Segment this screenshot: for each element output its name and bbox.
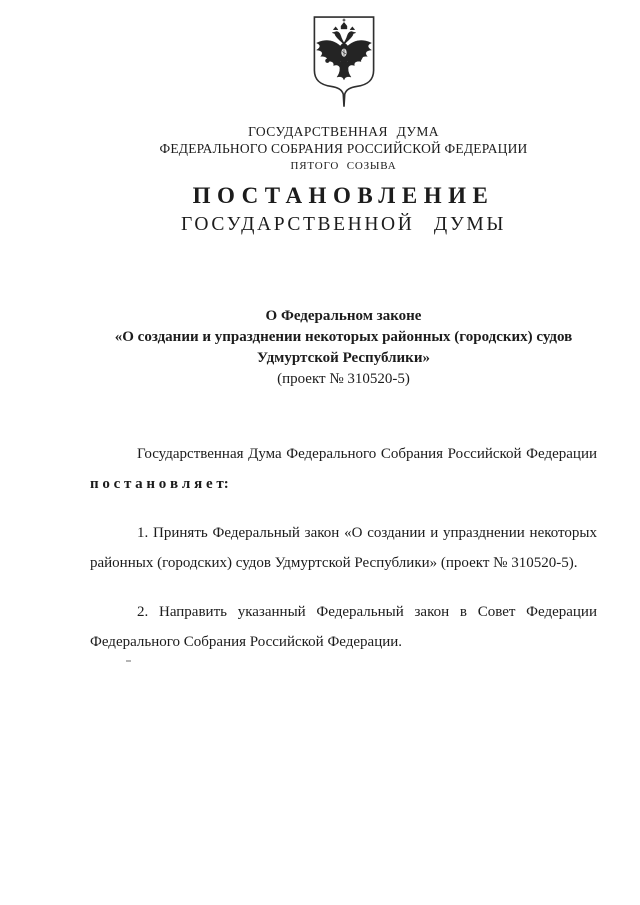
- header-org-fullname: ФЕДЕРАЛЬНОГО СОБРАНИЯ РОССИЙСКОЙ ФЕДЕРАЦИИ: [159, 141, 528, 156]
- document-type-subtitle: ГОСУДАРСТВЕННОЙ ДУМЫ: [181, 214, 506, 235]
- header-org-name: ГОСУДАРСТВЕННАЯ ДУМА: [248, 124, 439, 139]
- bill-project-number: (проект № 310520-5): [277, 371, 410, 387]
- scan-artifact: [126, 660, 131, 662]
- decree-word: п о с т а н о в л я е т:: [90, 476, 229, 492]
- intro-text: Государственная Дума Федерального Собрания Российской Федерации: [137, 446, 597, 462]
- subject-line-2: «О создании и упразднении некоторых районных (городских) судов: [114, 329, 573, 345]
- header-convocation: ПЯТОГО СОЗЫВА: [290, 160, 397, 172]
- subject-line-3: Удмуртской Республики»: [257, 350, 430, 366]
- document-content: [90, 0, 597, 657]
- double-headed-eagle-icon: [307, 14, 381, 112]
- coat-of-arms-russia: [90, 0, 597, 117]
- document-type-title: ПОСТАНОВЛЕНИЕ: [192, 183, 495, 208]
- resolution-item-1: 1. Принять Федеральный закон «О создании и упразднении некоторых районных (городских) судов Удмуртской Республики» (проект № 310520-5).: [90, 525, 597, 571]
- intro-paragraph: [90, 439, 597, 499]
- resolution-item-2: 2. Направить указанный Федеральный закон в Совет Федерации Федерального Собрания Российской Федерации.: [90, 604, 597, 650]
- subject-line-1: О Федеральном законе: [265, 308, 422, 324]
- resolution-subject: [90, 306, 597, 390]
- resolution-body: [90, 439, 597, 657]
